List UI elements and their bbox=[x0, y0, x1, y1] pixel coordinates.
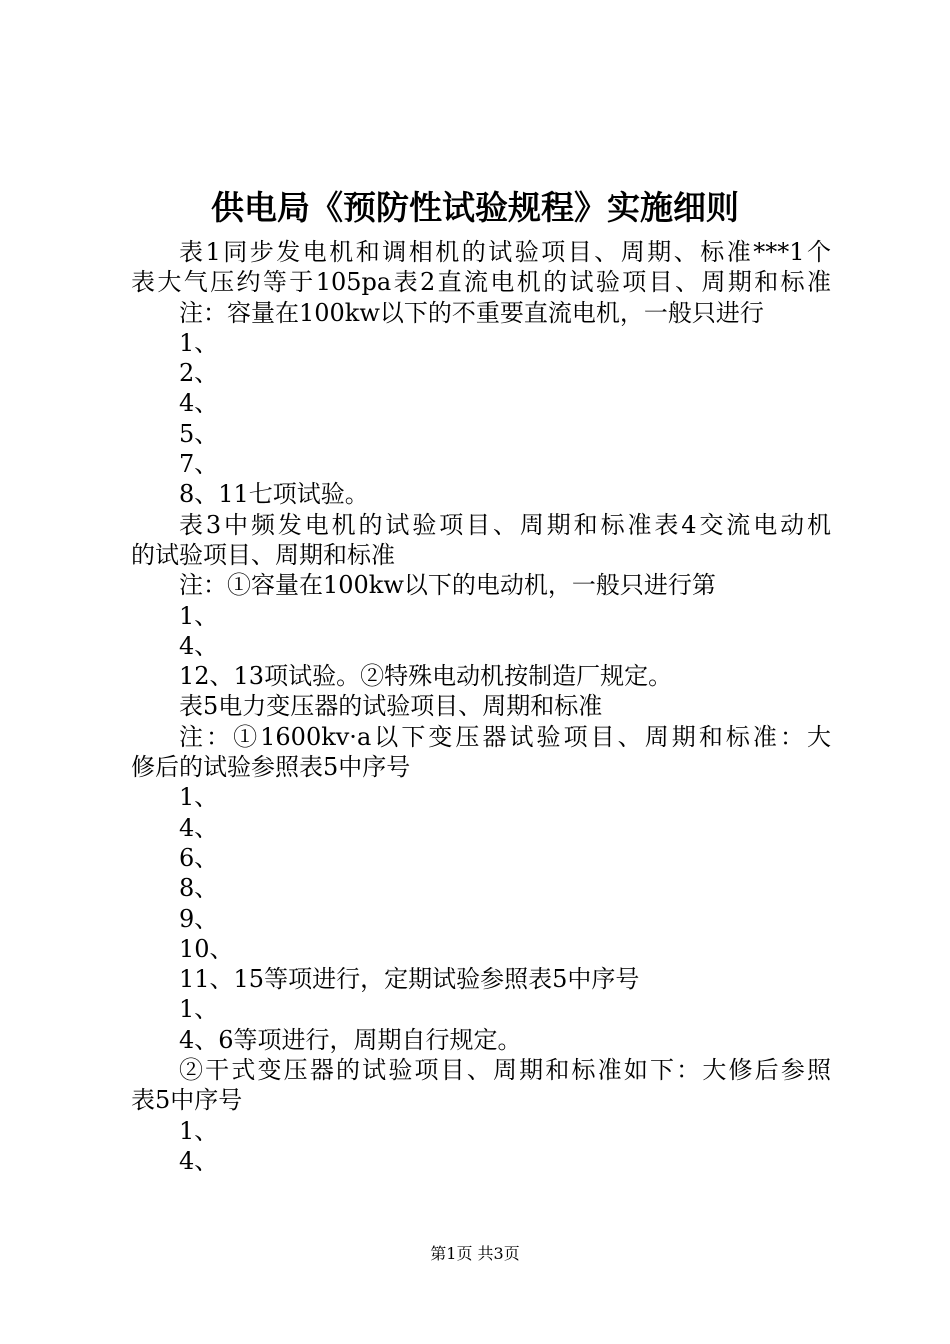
body-line: 8、11七项试验。 bbox=[179, 480, 369, 509]
body-line: 4、6等项进行，周期自行规定。 bbox=[179, 1025, 522, 1054]
document-title: 供电局《预防性试验规程》实施细则 bbox=[211, 188, 739, 227]
body-line: 表5电力变压器的试验项目、周期和标准 bbox=[179, 692, 603, 721]
body-line: 10、 bbox=[179, 934, 234, 963]
body-line: 2、 bbox=[179, 359, 219, 388]
body-line: 修后的试验参照表5中序号 bbox=[131, 753, 411, 782]
body-line: 1、 bbox=[179, 601, 219, 630]
body-line: 注：①容量在100kw以下的电动机，一般只进行第 bbox=[179, 571, 716, 600]
body-line: 表3中频发电机的试验项目、周期和标准表4交流电动机 bbox=[179, 510, 831, 539]
body-line: 表1同步发电机和调相机的试验项目、周期、标准***1个 bbox=[179, 238, 831, 266]
body-line: 表5中序号 bbox=[131, 1086, 243, 1115]
body-line: 的试验项目、周期和标准 bbox=[131, 540, 395, 569]
body-line: 注：容量在100kw以下的不重要直流电机，一般只进行 bbox=[179, 298, 764, 327]
body-line: 表大气压约等于105pa表2直流电机的试验项目、周期和标准 bbox=[131, 268, 831, 297]
body-line: 5、 bbox=[179, 419, 219, 448]
body-line: 1、 bbox=[179, 1116, 219, 1145]
body-line: 11、15等项进行，定期试验参照表5中序号 bbox=[179, 965, 640, 994]
body-line: ②干式变压器的试验项目、周期和标准如下：大修后参照 bbox=[179, 1056, 831, 1085]
body-line: 1、 bbox=[179, 995, 219, 1024]
body-line: 7、 bbox=[179, 450, 219, 479]
body-line: 4、 bbox=[179, 813, 219, 842]
document-body bbox=[131, 237, 831, 1176]
body-line: 6、 bbox=[179, 843, 219, 872]
body-line: 4、 bbox=[179, 389, 219, 418]
body-line: 1、 bbox=[179, 328, 219, 357]
body-line: 12、13项试验。②特殊电动机按制造厂规定。 bbox=[179, 662, 673, 691]
body-line: 8、 bbox=[179, 874, 219, 903]
body-line: 9、 bbox=[179, 904, 219, 933]
body-line: 1、 bbox=[179, 783, 219, 812]
page-number-footer: 第1页 共3页 bbox=[430, 1244, 520, 1263]
body-line: 4、 bbox=[179, 1146, 219, 1175]
body-line: 注：①1600kv·a以下变压器试验项目、周期和标准：大 bbox=[179, 722, 831, 751]
body-line: 4、 bbox=[179, 631, 219, 660]
